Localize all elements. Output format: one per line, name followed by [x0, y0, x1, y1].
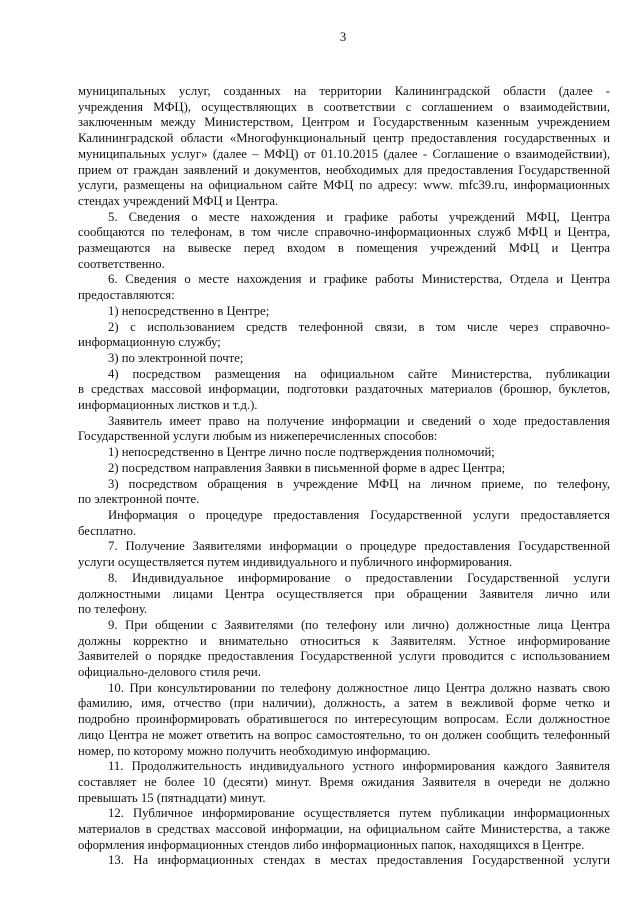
- text-line: должны корректно и внимательно относиться к Заявителям. Устное информирование: [78, 633, 610, 648]
- text-line: Заявителей о порядке предоставления Государственной услуги проводится с использованием: [78, 649, 610, 664]
- text-line: по электронной почте.: [78, 492, 200, 507]
- text-line: 8. Индивидуальное информирование о предоставлении Государственной услуги: [108, 570, 610, 585]
- text-line: 10. При консультировании по телефону должностное лицо Центра должно назвать свою: [108, 680, 610, 695]
- paragraph-7: [78, 539, 610, 570]
- list-item-rights-1: [78, 445, 610, 461]
- text-line: бесплатно.: [78, 523, 137, 538]
- text-line: Заявитель имеет право на получение информации и сведений о ходе предоставления: [108, 413, 610, 428]
- text-line: 3) по электронной почте;: [108, 350, 244, 365]
- paragraph-applicant-rights: [78, 414, 610, 445]
- text-line: превышать 15 (пятнадцати) минут.: [78, 790, 266, 805]
- text-line: Государственной услуги любым из нижеперечисленных способов:: [78, 429, 438, 444]
- text-line: 6. Сведения о месте нахождения и графике работы Министерства, Отдела и Центра: [108, 272, 610, 287]
- text-line: Калининградской области «Многофункциональный центр предоставления государственных и: [78, 131, 610, 146]
- text-line: стендах учреждений МФЦ и Центра.: [78, 193, 279, 208]
- text-line: прием от граждан заявлений и документов, необходимых для предоставления Государственной: [78, 162, 610, 177]
- text-line: Информация о процедуре предоставления Государственной услуги предоставляется: [108, 507, 610, 522]
- list-item-6-2: [78, 320, 610, 351]
- paragraph-13: [78, 853, 610, 869]
- text-line: составляет не более 10 (десяти) минут. Время ожидания Заявителя в очереди не должно: [78, 774, 610, 789]
- text-line: услуги, размещены на официальном сайте МФЦ по адресу: www. mfc39.ru, информационных: [78, 178, 610, 193]
- list-item-6-3: [78, 351, 610, 367]
- text-line: официально-делового стиля речи.: [78, 665, 261, 680]
- paragraph-continuation: [78, 84, 610, 210]
- text-line: 2) с использованием средств телефонной связи, в том числе через справочно-: [108, 319, 610, 334]
- document-body: [78, 84, 610, 869]
- paragraph-11: [78, 759, 610, 806]
- page-number: 3: [339, 30, 347, 44]
- text-line: материалов в средствах массовой информации, на официальном сайте Министерства, а также: [78, 822, 610, 837]
- text-line: сообщаются по телефонам, в том числе справочно-информационных служб МФЦ и Центра,: [78, 225, 610, 240]
- text-line: 4) посредством размещения на официальном сайте Министерства, публикации: [108, 366, 610, 381]
- text-line: информационных листков и т.д.).: [78, 398, 258, 413]
- text-line: 1) непосредственно в Центре;: [108, 303, 270, 318]
- text-line: учреждения МФЦ), осуществляющих в соответствии с соглашением о взаимодействии,: [78, 99, 610, 114]
- paragraph-6: [78, 272, 610, 303]
- text-line: номер, по которому можно получить необходимую информацию.: [78, 743, 431, 758]
- text-line: в средствах массовой информации, подготовки раздаточных материалов (брошюр, буклетов,: [78, 382, 610, 397]
- list-item-rights-2: [78, 461, 610, 477]
- paragraph-9: [78, 618, 610, 681]
- text-line: оформления информационных стендов либо информационных папок, находящихся в Центре.: [78, 837, 585, 852]
- text-line: 11. Продолжительность индивидуального устного информирования каждого Заявителя: [108, 759, 610, 774]
- list-item-rights-3: [78, 477, 610, 508]
- text-line: 2) посредством направления Заявки в письменной форме в адрес Центра;: [108, 460, 506, 475]
- text-line: информационную службу;: [78, 335, 221, 350]
- text-line: муниципальных услуг» (далее – МФЦ) от 01.10.2015 (далее - Соглашение о взаимодействии),: [78, 146, 610, 161]
- text-line: соответственно.: [78, 256, 165, 271]
- paragraph-5: [78, 210, 610, 273]
- text-line: 3) посредством обращения в учреждение МФЦ на личном приеме, по телефону,: [108, 476, 610, 491]
- text-line: муниципальных услуг, созданных на территории Калининградской области (далее -: [78, 84, 610, 98]
- paragraph-8: [78, 571, 610, 618]
- list-item-6-1: [78, 304, 610, 320]
- text-line: 5. Сведения о месте нахождения и графике работы учреждений МФЦ, Центра: [108, 209, 610, 224]
- text-line: 7. Получение Заявителями информации о процедуре предоставления Государственной: [108, 539, 610, 554]
- text-line: услуги осуществляется путем индивидуального и публичного информирования.: [78, 555, 513, 570]
- paragraph-10: [78, 681, 610, 760]
- text-line: подробно проинформировать обратившегося по интересующим вопросам. Если должностное: [78, 712, 610, 727]
- text-line: лицо Центра не может ответить на вопрос самостоятельно, то он должен сообщить телефонный: [78, 727, 610, 742]
- text-line: 1) непосредственно в Центре лично после подтверждения полномочий;: [108, 445, 495, 460]
- paragraph-free-info: [78, 508, 610, 539]
- text-line: 13. На информационных стендах в местах предоставления Государственной услуги: [108, 853, 610, 868]
- list-item-6-4: [78, 367, 610, 414]
- paragraph-12: [78, 806, 610, 853]
- text-line: должностными лицами Центра осуществляется при обращении Заявителя лично или: [78, 586, 610, 601]
- text-line: 9. При общении с Заявителями (по телефону или лично) должностные лица Центра: [108, 617, 610, 632]
- text-line: размещаются на вывеске перед входом в помещения учреждений МФЦ и Центра: [78, 241, 610, 256]
- text-line: предоставляются:: [78, 288, 175, 303]
- text-line: по телефону.: [78, 602, 148, 617]
- text-line: заключенным между Министерством, Центром и Государственным казенным учреждением: [78, 115, 610, 130]
- text-line: фамилию, имя, отчество (при наличии), должность, а затем в вежливой форме четко и: [78, 696, 610, 711]
- text-line: 12. Публичное информирование осуществляется путем публикации информационных: [108, 806, 610, 821]
